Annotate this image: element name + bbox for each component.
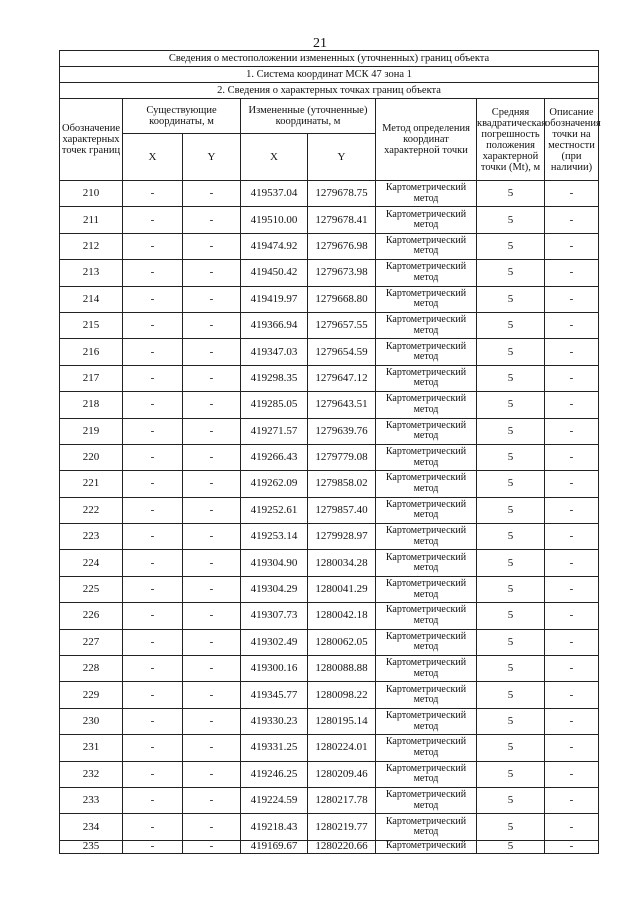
table-row bbox=[60, 207, 599, 233]
cell-mean-square-error: 5 bbox=[477, 682, 545, 708]
cell-existing-y: - bbox=[183, 497, 241, 523]
cell-method: Картометрический метод bbox=[376, 603, 477, 629]
cell-point-description: - bbox=[545, 656, 599, 682]
cell-mean-square-error: 5 bbox=[477, 312, 545, 338]
cell-changed-y: 1280088.88 bbox=[308, 656, 376, 682]
header-existing-x: X bbox=[123, 134, 183, 181]
cell-mean-square-error: 5 bbox=[477, 550, 545, 576]
table-row bbox=[60, 840, 599, 853]
cell-point-description: - bbox=[545, 392, 599, 418]
cell-existing-y: - bbox=[183, 656, 241, 682]
cell-existing-x: - bbox=[123, 840, 183, 853]
cell-method: Картометрический bbox=[376, 840, 477, 853]
cell-point-id: 218 bbox=[60, 392, 123, 418]
cell-mean-square-error: 5 bbox=[477, 418, 545, 444]
cell-method: Картометрический метод bbox=[376, 814, 477, 840]
cell-method: Картометрический метод bbox=[376, 471, 477, 497]
cell-mean-square-error: 5 bbox=[477, 787, 545, 813]
cell-method: Картометрический метод bbox=[376, 682, 477, 708]
cell-changed-x: 419330.23 bbox=[241, 708, 308, 734]
cell-point-description: - bbox=[545, 286, 599, 312]
cell-changed-y: 1279647.12 bbox=[308, 365, 376, 391]
cell-changed-x: 419266.43 bbox=[241, 444, 308, 470]
table-row bbox=[60, 286, 599, 312]
cell-changed-y: 1280220.66 bbox=[308, 840, 376, 853]
cell-mean-square-error: 5 bbox=[477, 708, 545, 734]
cell-existing-y: - bbox=[183, 471, 241, 497]
table-row bbox=[60, 260, 599, 286]
cell-changed-x: 419474.92 bbox=[241, 233, 308, 259]
cell-existing-y: - bbox=[183, 840, 241, 853]
cell-method: Картометрический метод bbox=[376, 207, 477, 233]
cell-changed-x: 419253.14 bbox=[241, 524, 308, 550]
cell-point-id: 230 bbox=[60, 708, 123, 734]
cell-point-id: 227 bbox=[60, 629, 123, 655]
cell-existing-x: - bbox=[123, 471, 183, 497]
cell-method: Картометрический метод bbox=[376, 656, 477, 682]
header-existing-y: Y bbox=[183, 134, 241, 181]
cell-changed-y: 1279676.98 bbox=[308, 233, 376, 259]
cell-changed-x: 419537.04 bbox=[241, 181, 308, 207]
table-row bbox=[60, 629, 599, 655]
table-row bbox=[60, 550, 599, 576]
header-changed-x: X bbox=[241, 134, 308, 181]
cell-mean-square-error: 5 bbox=[477, 181, 545, 207]
cell-existing-y: - bbox=[183, 629, 241, 655]
cell-changed-y: 1280224.01 bbox=[308, 735, 376, 761]
cell-changed-y: 1279643.51 bbox=[308, 392, 376, 418]
cell-changed-x: 419366.94 bbox=[241, 312, 308, 338]
cell-point-id: 233 bbox=[60, 787, 123, 813]
cell-existing-y: - bbox=[183, 814, 241, 840]
cell-point-id: 226 bbox=[60, 603, 123, 629]
cell-changed-x: 419450.42 bbox=[241, 260, 308, 286]
cell-existing-x: - bbox=[123, 233, 183, 259]
cell-existing-x: - bbox=[123, 260, 183, 286]
cell-method: Картометрический метод bbox=[376, 444, 477, 470]
cell-point-description: - bbox=[545, 629, 599, 655]
cell-mean-square-error: 5 bbox=[477, 629, 545, 655]
cell-point-id: 224 bbox=[60, 550, 123, 576]
cell-point-id: 220 bbox=[60, 444, 123, 470]
cell-method: Картометрический метод bbox=[376, 365, 477, 391]
cell-existing-y: - bbox=[183, 603, 241, 629]
cell-existing-x: - bbox=[123, 312, 183, 338]
cell-point-id: 223 bbox=[60, 524, 123, 550]
cell-mean-square-error: 5 bbox=[477, 286, 545, 312]
cell-point-description: - bbox=[545, 181, 599, 207]
cell-existing-y: - bbox=[183, 365, 241, 391]
cell-changed-x: 419169.67 bbox=[241, 840, 308, 853]
cell-existing-x: - bbox=[123, 550, 183, 576]
header-changed-coords: Измененные (уточненные) координаты, м bbox=[241, 99, 376, 134]
table-row bbox=[60, 365, 599, 391]
cell-existing-x: - bbox=[123, 286, 183, 312]
table-row bbox=[60, 814, 599, 840]
page-number: 21 bbox=[313, 36, 327, 51]
cell-point-id: 213 bbox=[60, 260, 123, 286]
cell-point-description: - bbox=[545, 576, 599, 602]
cell-changed-x: 419347.03 bbox=[241, 339, 308, 365]
cell-point-description: - bbox=[545, 603, 599, 629]
cell-point-description: - bbox=[545, 708, 599, 734]
cell-mean-square-error: 5 bbox=[477, 524, 545, 550]
cell-method: Картометрический метод bbox=[376, 260, 477, 286]
cell-existing-x: - bbox=[123, 576, 183, 602]
cell-changed-y: 1280041.29 bbox=[308, 576, 376, 602]
cell-point-description: - bbox=[545, 260, 599, 286]
points-section-title: 2. Сведения о характерных точках границ объекта bbox=[60, 83, 599, 99]
cell-existing-x: - bbox=[123, 444, 183, 470]
cell-point-description: - bbox=[545, 365, 599, 391]
cell-mean-square-error: 5 bbox=[477, 840, 545, 853]
table-row bbox=[60, 708, 599, 734]
cell-changed-x: 419304.90 bbox=[241, 550, 308, 576]
cell-point-description: - bbox=[545, 550, 599, 576]
cell-point-description: - bbox=[545, 761, 599, 787]
cell-existing-x: - bbox=[123, 656, 183, 682]
cell-existing-y: - bbox=[183, 418, 241, 444]
cell-changed-y: 1279678.75 bbox=[308, 181, 376, 207]
cell-existing-y: - bbox=[183, 576, 241, 602]
table-row bbox=[60, 603, 599, 629]
cell-method: Картометрический метод bbox=[376, 392, 477, 418]
cell-existing-x: - bbox=[123, 339, 183, 365]
cell-changed-y: 1279668.80 bbox=[308, 286, 376, 312]
cell-method: Картометрический метод bbox=[376, 418, 477, 444]
cell-mean-square-error: 5 bbox=[477, 576, 545, 602]
cell-point-description: - bbox=[545, 787, 599, 813]
header-designation: Обозначение характерных точек границ bbox=[60, 99, 123, 181]
cell-point-id: 235 bbox=[60, 840, 123, 853]
cell-existing-y: - bbox=[183, 392, 241, 418]
cell-changed-x: 419298.35 bbox=[241, 365, 308, 391]
cell-existing-x: - bbox=[123, 524, 183, 550]
cell-changed-y: 1280062.05 bbox=[308, 629, 376, 655]
cell-changed-x: 419345.77 bbox=[241, 682, 308, 708]
cell-point-id: 210 bbox=[60, 181, 123, 207]
cell-mean-square-error: 5 bbox=[477, 761, 545, 787]
cell-existing-x: - bbox=[123, 761, 183, 787]
cell-point-id: 231 bbox=[60, 735, 123, 761]
cell-point-id: 214 bbox=[60, 286, 123, 312]
table-row bbox=[60, 524, 599, 550]
table-row bbox=[60, 444, 599, 470]
cell-mean-square-error: 5 bbox=[477, 656, 545, 682]
cell-method: Картометрический метод bbox=[376, 629, 477, 655]
cell-existing-x: - bbox=[123, 629, 183, 655]
cell-changed-x: 419285.05 bbox=[241, 392, 308, 418]
cell-changed-y: 1280209.46 bbox=[308, 761, 376, 787]
cell-method: Картометрический метод bbox=[376, 708, 477, 734]
cell-changed-x: 419262.09 bbox=[241, 471, 308, 497]
cell-mean-square-error: 5 bbox=[477, 365, 545, 391]
cell-point-description: - bbox=[545, 814, 599, 840]
cell-mean-square-error: 5 bbox=[477, 735, 545, 761]
cell-mean-square-error: 5 bbox=[477, 497, 545, 523]
cell-changed-y: 1279654.59 bbox=[308, 339, 376, 365]
table-row bbox=[60, 576, 599, 602]
cell-point-description: - bbox=[545, 233, 599, 259]
cell-method: Картометрический метод bbox=[376, 497, 477, 523]
table-row bbox=[60, 497, 599, 523]
cell-mean-square-error: 5 bbox=[477, 471, 545, 497]
cell-changed-x: 419246.25 bbox=[241, 761, 308, 787]
cell-mean-square-error: 5 bbox=[477, 233, 545, 259]
table-row bbox=[60, 181, 599, 207]
cell-changed-y: 1280098.22 bbox=[308, 682, 376, 708]
cell-point-description: - bbox=[545, 312, 599, 338]
cell-method: Картометрический метод bbox=[376, 787, 477, 813]
cell-mean-square-error: 5 bbox=[477, 392, 545, 418]
cell-existing-y: - bbox=[183, 524, 241, 550]
table-row bbox=[60, 656, 599, 682]
cell-existing-y: - bbox=[183, 233, 241, 259]
table-row bbox=[60, 787, 599, 813]
cell-mean-square-error: 5 bbox=[477, 603, 545, 629]
cell-existing-x: - bbox=[123, 814, 183, 840]
cell-existing-y: - bbox=[183, 761, 241, 787]
cell-changed-y: 1279657.55 bbox=[308, 312, 376, 338]
cell-changed-y: 1280219.77 bbox=[308, 814, 376, 840]
table-row bbox=[60, 418, 599, 444]
cell-changed-x: 419510.00 bbox=[241, 207, 308, 233]
cell-mean-square-error: 5 bbox=[477, 260, 545, 286]
cell-changed-y: 1280217.78 bbox=[308, 787, 376, 813]
cell-changed-y: 1279857.40 bbox=[308, 497, 376, 523]
cell-existing-y: - bbox=[183, 682, 241, 708]
cell-method: Картометрический метод bbox=[376, 735, 477, 761]
cell-existing-x: - bbox=[123, 682, 183, 708]
cell-existing-y: - bbox=[183, 708, 241, 734]
cell-changed-y: 1279639.76 bbox=[308, 418, 376, 444]
cell-point-id: 225 bbox=[60, 576, 123, 602]
cell-existing-x: - bbox=[123, 787, 183, 813]
cell-existing-y: - bbox=[183, 260, 241, 286]
header-description: Описание обозначения точки на местности (при наличии) bbox=[545, 99, 599, 181]
table-row bbox=[60, 471, 599, 497]
cell-method: Картометрический метод bbox=[376, 181, 477, 207]
cell-method: Картометрический метод bbox=[376, 550, 477, 576]
cell-method: Картометрический метод bbox=[376, 312, 477, 338]
cell-method: Картометрический метод bbox=[376, 524, 477, 550]
cell-existing-x: - bbox=[123, 497, 183, 523]
coordinate-system-title: 1. Система координат МСК 47 зона 1 bbox=[60, 67, 599, 83]
cell-existing-x: - bbox=[123, 392, 183, 418]
table-row bbox=[60, 735, 599, 761]
table-row bbox=[60, 761, 599, 787]
boundary-points-table bbox=[59, 50, 599, 854]
cell-changed-y: 1279779.08 bbox=[308, 444, 376, 470]
header-changed-y: Y bbox=[308, 134, 376, 181]
cell-changed-y: 1279678.41 bbox=[308, 207, 376, 233]
cell-changed-x: 419419.97 bbox=[241, 286, 308, 312]
cell-changed-x: 419302.49 bbox=[241, 629, 308, 655]
cell-point-description: - bbox=[545, 497, 599, 523]
cell-changed-x: 419218.43 bbox=[241, 814, 308, 840]
cell-existing-y: - bbox=[183, 550, 241, 576]
cell-existing-y: - bbox=[183, 339, 241, 365]
cell-changed-x: 419304.29 bbox=[241, 576, 308, 602]
cell-existing-y: - bbox=[183, 735, 241, 761]
cell-existing-x: - bbox=[123, 365, 183, 391]
cell-point-description: - bbox=[545, 840, 599, 853]
cell-changed-x: 419307.73 bbox=[241, 603, 308, 629]
cell-point-description: - bbox=[545, 471, 599, 497]
cell-point-description: - bbox=[545, 682, 599, 708]
table-row bbox=[60, 682, 599, 708]
table-row bbox=[60, 233, 599, 259]
cell-method: Картометрический метод bbox=[376, 576, 477, 602]
table-title: Сведения о местоположении измененных (уточненных) границ объекта bbox=[60, 51, 599, 67]
cell-method: Картометрический метод bbox=[376, 761, 477, 787]
cell-point-description: - bbox=[545, 207, 599, 233]
cell-point-id: 217 bbox=[60, 365, 123, 391]
cell-changed-y: 1280042.18 bbox=[308, 603, 376, 629]
cell-changed-y: 1280195.14 bbox=[308, 708, 376, 734]
cell-point-description: - bbox=[545, 735, 599, 761]
table-row bbox=[60, 392, 599, 418]
cell-method: Картометрический метод bbox=[376, 233, 477, 259]
cell-point-id: 211 bbox=[60, 207, 123, 233]
cell-changed-x: 419271.57 bbox=[241, 418, 308, 444]
cell-changed-y: 1279858.02 bbox=[308, 471, 376, 497]
cell-existing-x: - bbox=[123, 735, 183, 761]
cell-changed-y: 1279673.98 bbox=[308, 260, 376, 286]
cell-mean-square-error: 5 bbox=[477, 814, 545, 840]
header-error: Средняя квадратическая погрешность положения характерной точки (Mt), м bbox=[477, 99, 545, 181]
cell-changed-y: 1280034.28 bbox=[308, 550, 376, 576]
cell-existing-x: - bbox=[123, 603, 183, 629]
cell-point-description: - bbox=[545, 418, 599, 444]
cell-point-id: 222 bbox=[60, 497, 123, 523]
cell-mean-square-error: 5 bbox=[477, 339, 545, 365]
cell-mean-square-error: 5 bbox=[477, 207, 545, 233]
cell-point-id: 229 bbox=[60, 682, 123, 708]
cell-point-id: 232 bbox=[60, 761, 123, 787]
cell-existing-y: - bbox=[183, 312, 241, 338]
cell-point-id: 216 bbox=[60, 339, 123, 365]
cell-point-description: - bbox=[545, 339, 599, 365]
cell-point-id: 228 bbox=[60, 656, 123, 682]
cell-point-id: 234 bbox=[60, 814, 123, 840]
cell-method: Картометрический метод bbox=[376, 339, 477, 365]
cell-point-id: 221 bbox=[60, 471, 123, 497]
cell-point-description: - bbox=[545, 524, 599, 550]
cell-changed-x: 419224.59 bbox=[241, 787, 308, 813]
cell-point-id: 215 bbox=[60, 312, 123, 338]
cell-mean-square-error: 5 bbox=[477, 444, 545, 470]
cell-existing-y: - bbox=[183, 181, 241, 207]
cell-existing-x: - bbox=[123, 181, 183, 207]
cell-point-id: 212 bbox=[60, 233, 123, 259]
cell-changed-x: 419300.16 bbox=[241, 656, 308, 682]
cell-changed-y: 1279928.97 bbox=[308, 524, 376, 550]
header-method: Метод определения координат характерной точки bbox=[376, 99, 477, 181]
cell-existing-y: - bbox=[183, 286, 241, 312]
cell-point-description: - bbox=[545, 444, 599, 470]
header-existing-coords: Существующие координаты, м bbox=[123, 99, 241, 134]
cell-existing-x: - bbox=[123, 418, 183, 444]
cell-existing-y: - bbox=[183, 787, 241, 813]
cell-point-id: 219 bbox=[60, 418, 123, 444]
cell-changed-x: 419331.25 bbox=[241, 735, 308, 761]
cell-existing-y: - bbox=[183, 207, 241, 233]
cell-existing-x: - bbox=[123, 207, 183, 233]
table-row bbox=[60, 312, 599, 338]
cell-existing-x: - bbox=[123, 708, 183, 734]
cell-existing-y: - bbox=[183, 444, 241, 470]
cell-method: Картометрический метод bbox=[376, 286, 477, 312]
cell-changed-x: 419252.61 bbox=[241, 497, 308, 523]
table-row bbox=[60, 339, 599, 365]
